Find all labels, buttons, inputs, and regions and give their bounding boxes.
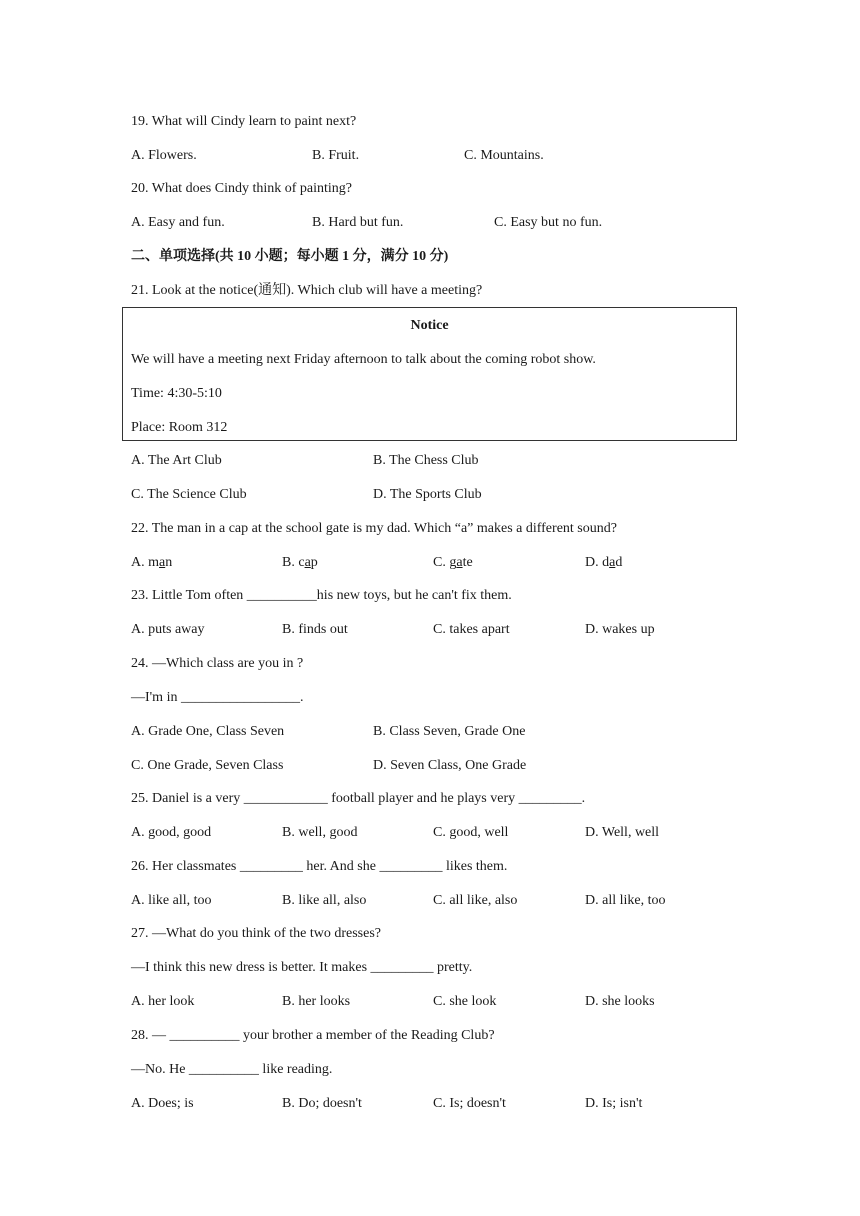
option-suffix: te <box>462 555 473 570</box>
question-26-option-c: C. all like, also <box>433 893 518 908</box>
question-28-stem: 28. — __________ your brother a member of the Reading Club? <box>131 1028 495 1043</box>
question-19-option-a: A. Flowers. <box>131 148 197 163</box>
question-21-stem: 21. Look at the notice(通知). Which club will have a meeting? <box>131 283 483 298</box>
question-23-option-b: B. finds out <box>282 622 348 637</box>
question-27-stem-2: —I think this new dress is better. It makes _________ pretty. <box>131 960 473 975</box>
question-21-option-b: B. The Chess Club <box>373 453 479 468</box>
question-22-option-d <box>585 553 622 573</box>
question-20-stem: 20. What does Cindy think of painting? <box>131 181 352 196</box>
question-24-option-a: A. Grade One, Class Seven <box>131 724 285 739</box>
notice-title: Notice <box>410 318 449 333</box>
question-23-option-a: A. puts away <box>131 622 205 637</box>
option-suffix: p <box>310 555 318 570</box>
question-26-stem: 26. Her classmates _________ her. And she _________ likes them. <box>131 859 508 874</box>
question-19-option-b: B. Fruit. <box>312 148 360 163</box>
notice-body: We will have a meeting next Friday afternoon to talk about the coming robot show. <box>131 352 596 367</box>
question-20-option-a: A. Easy and fun. <box>131 215 225 230</box>
question-22-option-b <box>282 553 318 573</box>
question-28-option-d: D. Is; isn't <box>585 1096 643 1111</box>
question-25-option-b: B. well, good <box>282 825 358 840</box>
question-21-option-a: A. The Art Club <box>131 453 222 468</box>
notice-time: Time: 4:30-5:10 <box>131 386 222 401</box>
question-23-option-c: C. takes apart <box>433 622 510 637</box>
underlined-letter: a <box>159 555 166 570</box>
question-19-stem: 19. What will Cindy learn to paint next? <box>131 114 357 129</box>
option-prefix: D. d <box>585 555 610 570</box>
question-24-option-b: B. Class Seven, Grade One <box>373 724 526 739</box>
question-28-stem-2: —No. He __________ like reading. <box>131 1062 333 1077</box>
option-prefix: B. c <box>282 555 305 570</box>
question-24-stem: 24. —Which class are you in ? <box>131 656 304 671</box>
option-prefix: A. m <box>131 555 159 570</box>
underlined-letter: a <box>304 555 311 570</box>
notice-place: Place: Room 312 <box>131 420 228 435</box>
question-21-option-c: C. The Science Club <box>131 487 247 502</box>
question-19-option-c: C. Mountains. <box>464 148 544 163</box>
question-22-option-a <box>131 553 172 573</box>
question-26-option-b: B. like all, also <box>282 893 367 908</box>
question-27-option-d: D. she looks <box>585 994 655 1009</box>
question-25-option-d: D. Well, well <box>585 825 660 840</box>
question-24-option-c: C. One Grade, Seven Class <box>131 758 284 773</box>
underlined-letter: a <box>456 555 463 570</box>
question-24-stem-2: —I'm in _________________. <box>131 690 304 705</box>
option-prefix: C. g <box>433 555 457 570</box>
question-27-option-c: C. she look <box>433 994 497 1009</box>
question-28-option-a: A. Does; is <box>131 1096 194 1111</box>
question-23-stem: 23. Little Tom often __________his new toys, but he can't fix them. <box>131 588 512 603</box>
question-22-stem: 22. The man in a cap at the school gate is my dad. Which “a” makes a different sound? <box>131 521 617 536</box>
question-27-option-b: B. her looks <box>282 994 351 1009</box>
question-25-option-c: C. good, well <box>433 825 509 840</box>
question-24-option-d: D. Seven Class, One Grade <box>373 758 527 773</box>
question-20-option-b: B. Hard but fun. <box>312 215 404 230</box>
question-28-option-b: B. Do; doesn't <box>282 1096 362 1111</box>
question-26-option-d: D. all like, too <box>585 893 666 908</box>
question-23-option-d: D. wakes up <box>585 622 655 637</box>
question-27-option-a: A. her look <box>131 994 195 1009</box>
question-25-option-a: A. good, good <box>131 825 212 840</box>
notice-box <box>122 307 737 441</box>
question-21-option-d: D. The Sports Club <box>373 487 482 502</box>
option-suffix: n <box>165 555 173 570</box>
question-22-option-c <box>433 553 473 573</box>
option-suffix: d <box>615 555 623 570</box>
question-26-option-a: A. like all, too <box>131 893 212 908</box>
question-28-option-c: C. Is; doesn't <box>433 1096 506 1111</box>
section-2-heading: 二、单项选择(共 10 小题；每小题 1 分，满分 10 分) <box>131 249 449 264</box>
question-25-stem: 25. Daniel is a very ____________ football player and he plays very _________. <box>131 791 586 806</box>
underlined-letter: a <box>609 555 616 570</box>
question-20-option-c: C. Easy but no fun. <box>494 215 603 230</box>
question-27-stem: 27. —What do you think of the two dresses? <box>131 926 382 941</box>
